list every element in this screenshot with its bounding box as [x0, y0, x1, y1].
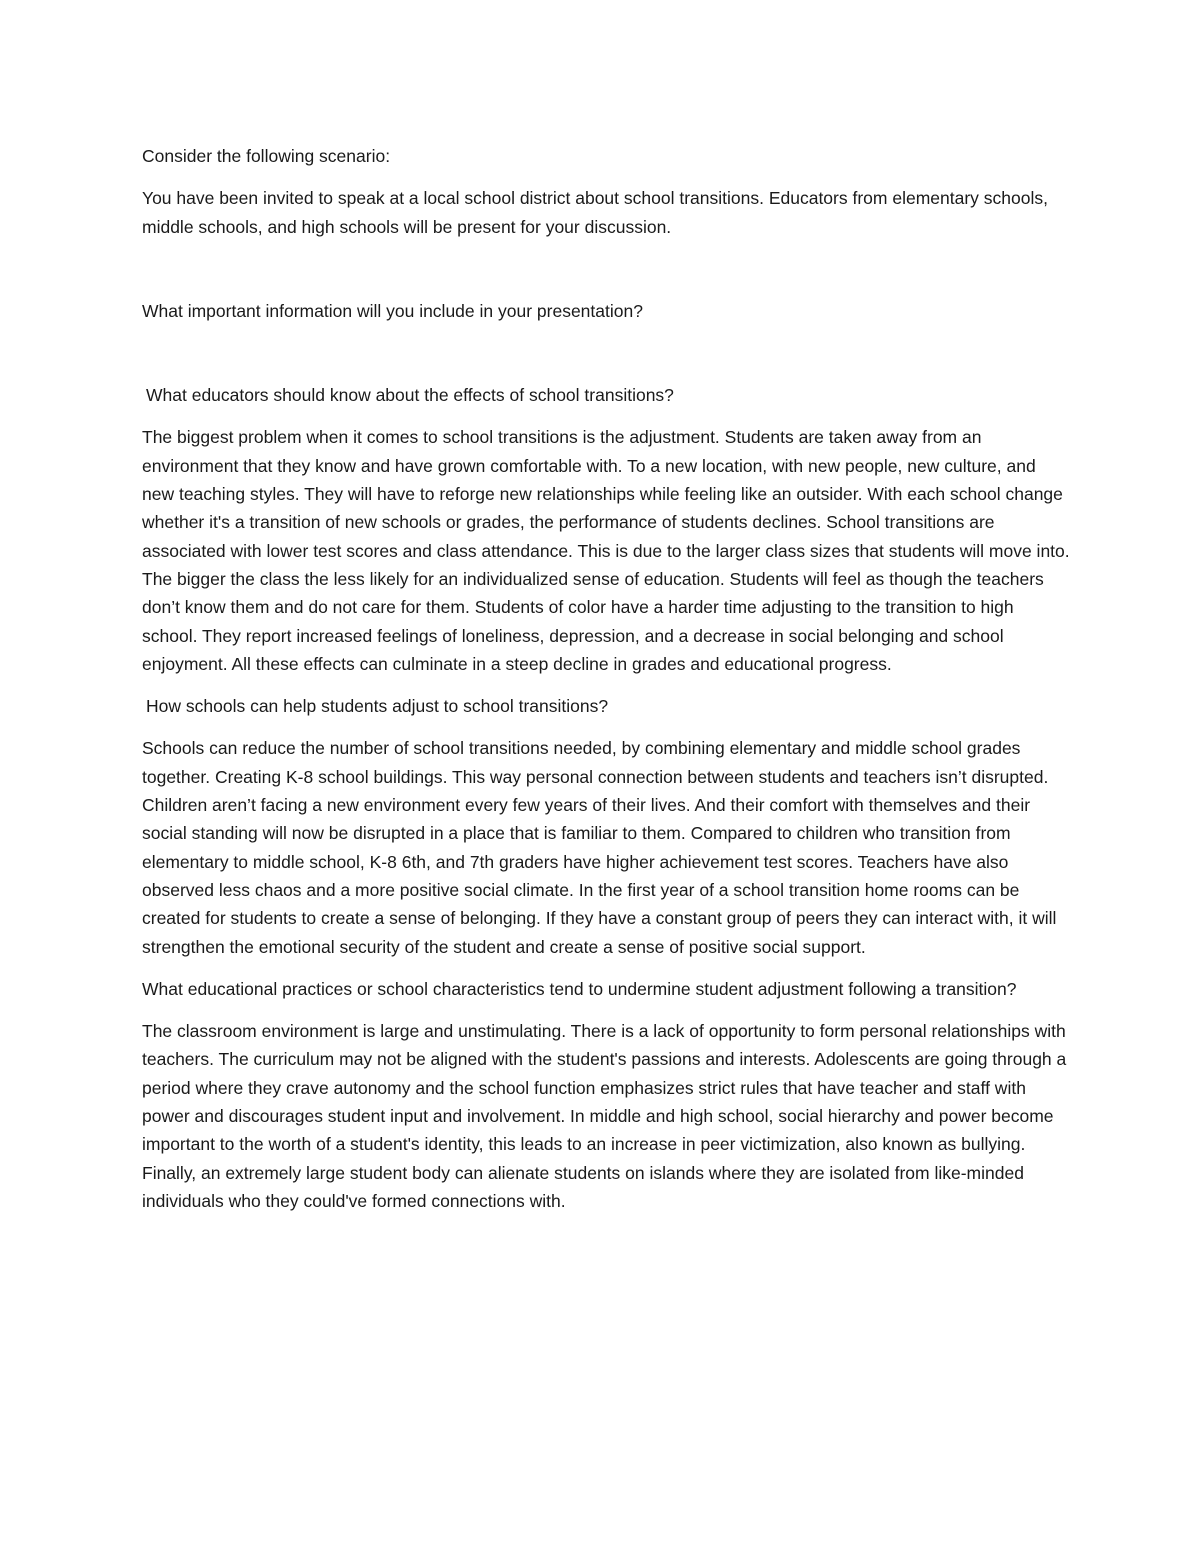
question-1-heading: What educators should know about the effects of school transitions?	[146, 385, 674, 406]
question-2-heading: How schools can help students adjust to school transitions?	[146, 696, 609, 717]
document-body	[142, 142, 1072, 1229]
question-3-answer: The classroom environment is large and unstimulating. There is a lack of opportunity to form personal relationships with teachers. The curriculum may not be aligned with the student's passions and interests. Adolescents are going through a period where they crave autonomy and the school function emphasizes strict rules that have teacher and staff with power and discourages student input and involvement. In middle and high school, social hierarchy and power become important to the worth of a student's identity, this leads to an increase in peer victimization, also known as bullying. Finally, an extremely large student body can alienate students on islands where they are isolated from like-minded individuals who they could've formed connections with.	[142, 1021, 1067, 1211]
intro-heading: Consider the following scenario:	[142, 146, 391, 166]
question-3-heading: What educational practices or school characteristics tend to undermine student adjustment following a transition?	[142, 978, 1017, 999]
scenario-paragraph: You have been invited to speak at a local school district about school transitions. Educators from elementary schools, middle schools, and high schools will be present for your discussion.	[142, 188, 1048, 237]
question-2-answer: Schools can reduce the number of school transitions needed, by combining elementary and middle school grades together. Creating K-8 school buildings. This way personal connection between students and teachers isn’t disrupted. Children aren’t facing a new environment every few years of their lives. And their comfort with themselves and their social standing will now be disrupted in a place that is familiar to them. Compared to children who transition from elementary to middle school, K-8 6th, and 7th graders have higher achievement test scores. Teachers have also observed less chaos and a more positive social climate. In the first year of a school transition home rooms can be created for students to create a sense of belonging. If they have a constant group of peers they can interact with, it will strengthen the emotional security of the student and create a sense of positive social support.	[142, 738, 1057, 957]
question-1-answer: The biggest problem when it comes to school transitions is the adjustment. Students are taken away from an environment that they know and have grown comfortable with. To a new location, with new people, new culture, and new teaching styles. They will have to reforge new relationships while feeling like an outsider. With each school change whether it's a transition of new schools or grades, the performance of students declines. School transitions are associated with lower test scores and class attendance. This is due to the larger class sizes that students will move into. The bigger the class the less likely for an individualized sense of education. Students will feel as though the teachers don’t know them and do not care for them. Students of color have a harder time adjusting to the transition to high school. They report increased feelings of loneliness, depression, and a decrease in social belonging and school enjoyment. All these effects can culminate in a steep decline in grades and educational progress.	[142, 427, 1070, 674]
main-question: What important information will you include in your presentation?	[142, 300, 643, 321]
